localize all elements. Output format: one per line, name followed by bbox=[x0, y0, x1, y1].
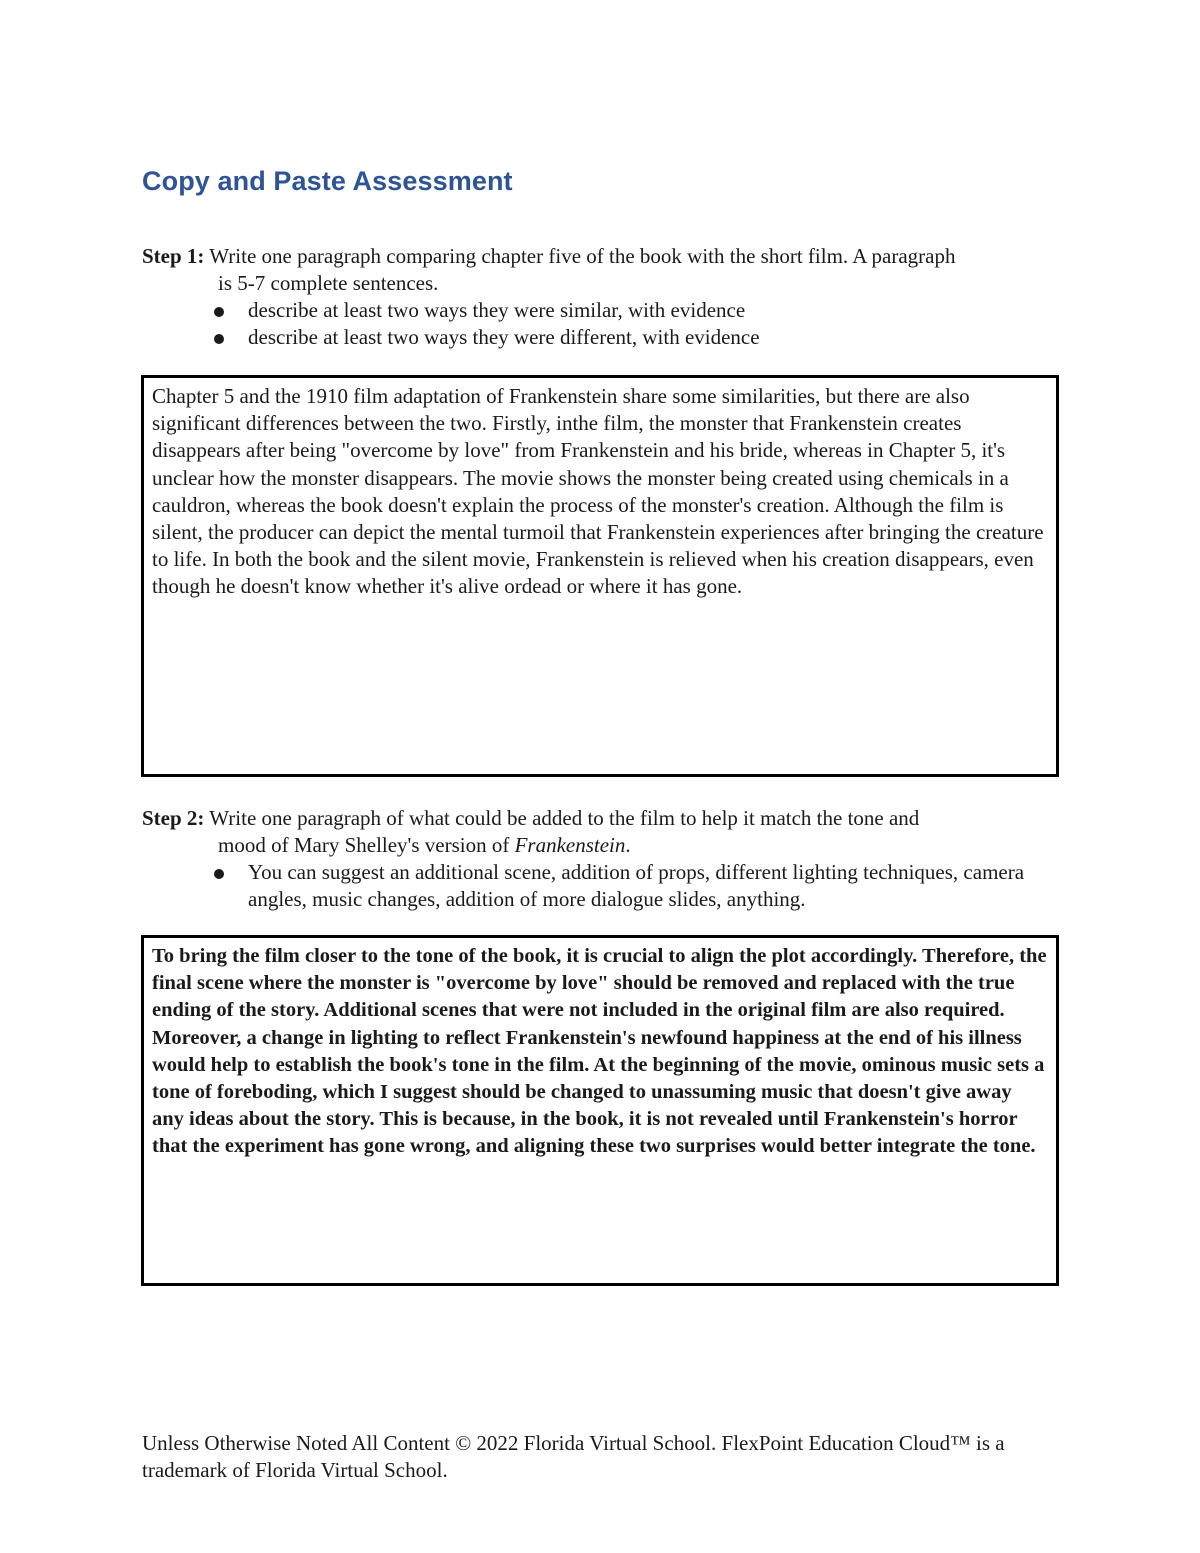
bullet-icon bbox=[214, 334, 224, 344]
list-item bbox=[142, 297, 1062, 324]
step-2-answer-box[interactable] bbox=[141, 935, 1059, 1286]
step-1-label: Step 1: bbox=[142, 244, 205, 268]
page-title: Copy and Paste Assessment bbox=[142, 166, 513, 196]
list-item bbox=[142, 324, 1062, 351]
step-2-instruction-suffix: . bbox=[625, 833, 631, 857]
step-1-instruction: Write one paragraph comparing chapter five of the book with the short film. A paragraph bbox=[209, 244, 956, 268]
step-2-instruction-prefix: mood of Mary Shelley's version of bbox=[218, 833, 515, 857]
step-1-bullet-list bbox=[142, 297, 1062, 351]
bullet-icon bbox=[214, 869, 224, 879]
step-2-instruction-continued bbox=[142, 832, 1062, 859]
step-1-answer-text: Chapter 5 and the 1910 film adaptation of Frankenstein share some similarities, but there are also significant differences between the two. Firstly, inthe film, the monster that Frankenstein creates disappears after being "overcome by love" from Frankenstein and his bride, whereas in Chapter 5, it's unclear how the monster disappears. The movie shows the monster being created using chemicals in a cauldron, whereas the book doesn't explain the process of the monster's creation. Although the film is silent, the producer can depict the mental turmoil that Frankenstein experiences after bringing the creature to life. In both the book and the silent movie, Frankenstein is relieved when his creation disappears, even though he doesn't know whether it's alive ordead or where it has gone. bbox=[152, 384, 1044, 599]
list-item bbox=[142, 859, 1062, 913]
step-1-instruction-continued: is 5-7 complete sentences. bbox=[218, 271, 439, 295]
list-item-text: describe at least two ways they were different, with evidence bbox=[248, 325, 760, 349]
step-2-bullet-list bbox=[142, 859, 1062, 913]
book-title: Frankenstein bbox=[514, 833, 626, 857]
step-1-instructions bbox=[142, 243, 1062, 351]
step-2-instructions bbox=[142, 805, 1062, 913]
step-1-line bbox=[142, 243, 1062, 270]
step-1-answer-box[interactable] bbox=[141, 375, 1059, 777]
bullet-icon bbox=[214, 307, 224, 317]
step-2-instruction: Write one paragraph of what could be added to the film to help it match the tone and bbox=[209, 806, 920, 830]
step-2-label: Step 2: bbox=[142, 806, 205, 830]
step-2-line bbox=[142, 805, 1062, 832]
step-2-answer-text: To bring the film closer to the tone of the book, it is crucial to align the plot accordingly. Therefore, the final scene where the monster is "overcome by love" should be removed and replaced with the true ending of the story. Additional scenes that were not included in the original film are also required. Moreover, a change in lighting to reflect Frankenstein's newfound happiness at the end of his illness would help to establish the book's tone in the film. At the beginning of the movie, ominous music sets a tone of foreboding, which I suggest should be changed to unassuming music that doesn't give away any ideas about the story. This is because, in the book, it is not revealed until Frankenstein's horror that the experiment has gone wrong, and aligning these two surprises would better integrate the tone. bbox=[152, 945, 1047, 1158]
copyright-footer: Unless Otherwise Noted All Content © 2022 Florida Virtual School. FlexPoint Education Cloud™ is a trademark of Florida Virtual School. bbox=[142, 1431, 1005, 1482]
list-item-text: You can suggest an additional scene, addition of props, different lighting techniques, camera angles, music changes, addition of more dialogue slides, anything. bbox=[248, 860, 1025, 911]
list-item-text: describe at least two ways they were similar, with evidence bbox=[248, 298, 746, 322]
